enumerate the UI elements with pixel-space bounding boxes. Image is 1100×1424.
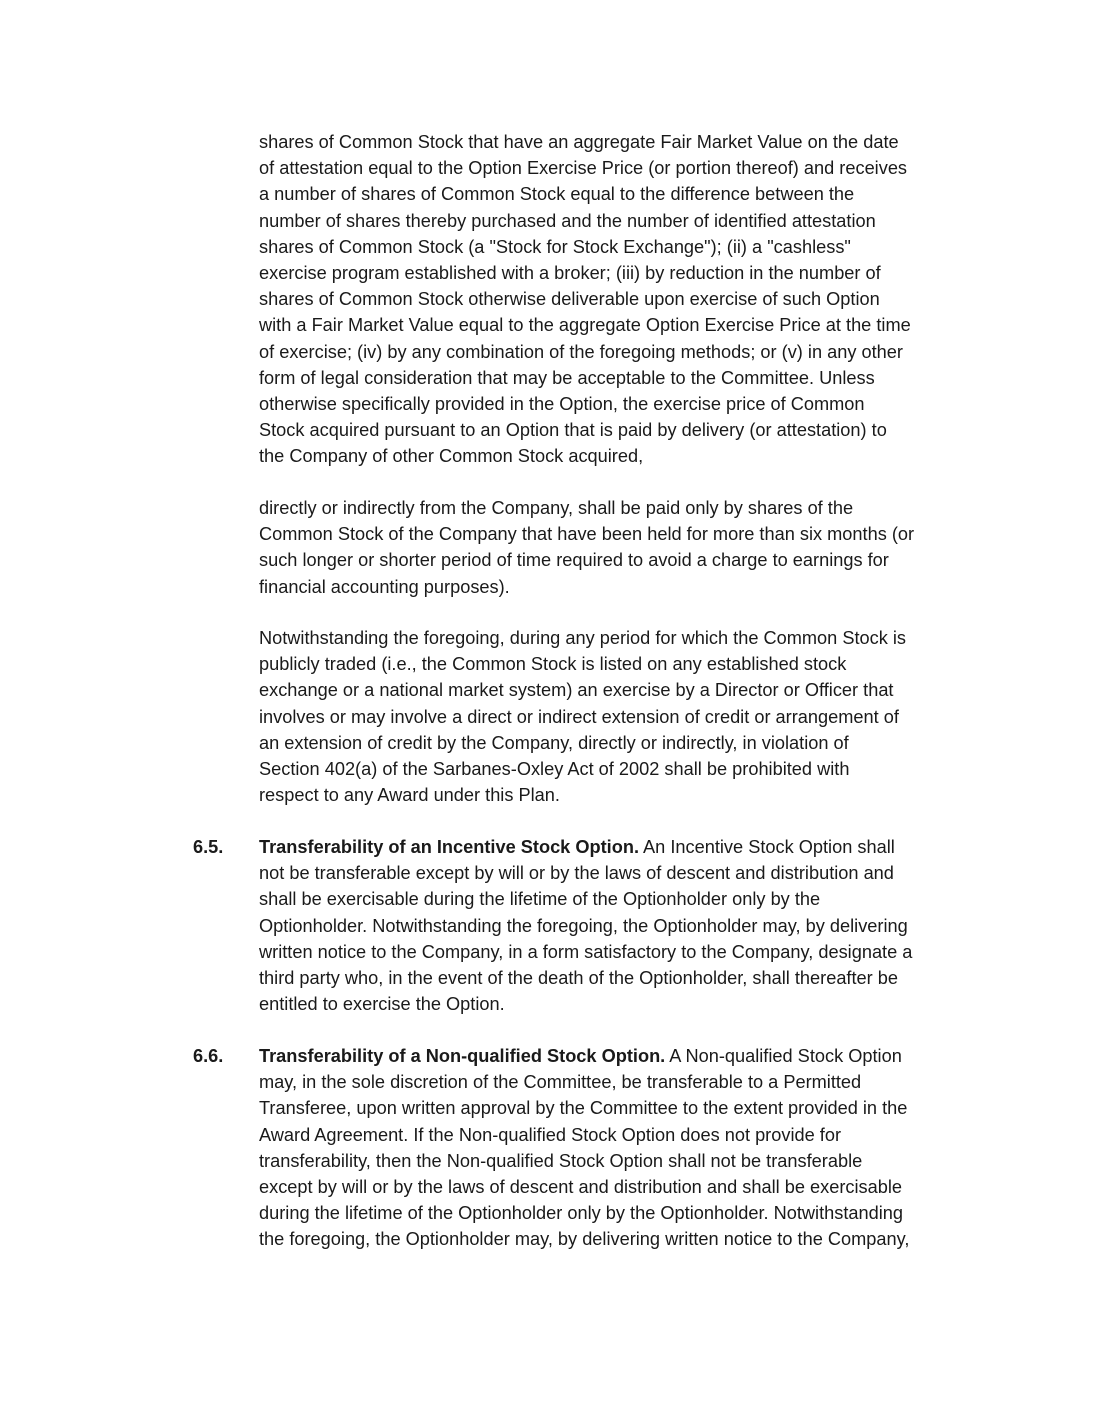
text-line: with a Fair Market Value equal to the aggregate Option Exercise Price at the time xyxy=(259,315,911,336)
section-number-6-6: 6.6. xyxy=(193,1046,224,1066)
paragraph-sarbanes-oxley xyxy=(259,625,979,808)
section-first-line xyxy=(259,1043,979,1069)
text-line: transferability, then the Non-qualified Stock Option shall not be transferable xyxy=(259,1150,863,1171)
section-6-6 xyxy=(259,1043,979,1253)
text-line: of exercise; (iv) by any combination of the foregoing methods; or (v) in any other xyxy=(259,341,903,362)
text-line: shares of Common Stock that have an aggregate Fair Market Value on the date xyxy=(259,132,899,152)
section-number-6-5: 6.5. xyxy=(193,837,224,857)
text-line: entitled to exercise the Option. xyxy=(259,994,505,1015)
text-line: an extension of credit by the Company, directly or indirectly, in violation of xyxy=(259,732,849,753)
text-line: shares of Common Stock otherwise deliverable upon exercise of such Option xyxy=(259,289,880,310)
text-line: such longer or shorter period of time required to avoid a charge to earnings for xyxy=(259,550,889,571)
text-line: except by will or by the laws of descent and distribution and shall be exercisable xyxy=(259,1177,902,1198)
section-6-5 xyxy=(259,834,979,1017)
paragraph-holding-period xyxy=(259,495,979,600)
text-line: form of legal consideration that may be acceptable to the Committee. Unless xyxy=(259,367,875,388)
text-line: during the lifetime of the Optionholder only by the Optionholder. Notwithstanding xyxy=(259,1203,904,1224)
text-line: Common Stock of the Company that have been held for more than six months (or xyxy=(259,524,915,545)
text-line: Optionholder. Notwithstanding the foregoing, the Optionholder may, by delivering xyxy=(259,915,908,936)
paragraph-payment-methods xyxy=(259,129,979,470)
text-line: number of shares thereby purchased and the number of identified attestation xyxy=(259,210,876,231)
text-line: Award Agreement. If the Non-qualified Stock Option does not provide for xyxy=(259,1124,841,1145)
text-line: directly or indirectly from the Company, shall be paid only by shares of the xyxy=(259,498,854,518)
text-line: may, in the sole discretion of the Committee, be transferable to a Permitted xyxy=(259,1072,862,1093)
section-first-line xyxy=(259,834,979,860)
text-line: involves or may involve a direct or indirect extension of credit or arrangement of xyxy=(259,706,899,727)
text-line: third party who, in the event of the death of the Optionholder, shall thereafter be xyxy=(259,968,898,989)
text-line: shall be exercisable during the lifetime of the Optionholder only by the xyxy=(259,889,821,910)
text-line: not be transferable except by will or by the laws of descent and distribution and xyxy=(259,863,894,884)
text-line: a number of shares of Common Stock equal to the difference between the xyxy=(259,184,855,205)
text-line: exercise program established with a broker; (iii) by reduction in the number of xyxy=(259,263,881,284)
text-line: of attestation equal to the Option Exercise Price (or portion thereof) and receives xyxy=(259,158,908,179)
text-span: A Non-qualified Stock Option xyxy=(665,1046,902,1066)
text-line: publicly traded (i.e., the Common Stock is listed on any established stock xyxy=(259,654,847,675)
text-line: otherwise specifically provided in the Option, the exercise price of Common xyxy=(259,394,865,415)
text-line: Notwithstanding the foregoing, during any period for which the Common Stock is xyxy=(259,628,907,648)
text-line: Transferee, upon written approval by the Committee to the extent provided in the xyxy=(259,1098,908,1119)
text-line: financial accounting purposes). xyxy=(259,576,510,597)
section-heading: Transferability of a Non-qualified Stock Option. xyxy=(259,1046,666,1066)
text-line: exchange or a national market system) an exercise by a Director or Officer that xyxy=(259,680,894,701)
text-line: respect to any Award under this Plan. xyxy=(259,785,560,806)
text-line: the Company of other Common Stock acquired, xyxy=(259,446,644,467)
text-line: Stock acquired pursuant to an Option that is paid by delivery (or attestation) to xyxy=(259,420,887,441)
text-line: written notice to the Company, in a form satisfactory to the Company, designate a xyxy=(259,941,913,962)
text-line: Section 402(a) of the Sarbanes-Oxley Act of 2002 shall be prohibited with xyxy=(259,759,850,780)
section-heading: Transferability of an Incentive Stock Option. xyxy=(259,837,639,857)
text-line: shares of Common Stock (a "Stock for Stock Exchange"); (ii) a "cashless" xyxy=(259,236,851,257)
text-line: the foregoing, the Optionholder may, by delivering written notice to the Company, xyxy=(259,1229,910,1250)
text-span: An Incentive Stock Option shall xyxy=(639,837,895,857)
